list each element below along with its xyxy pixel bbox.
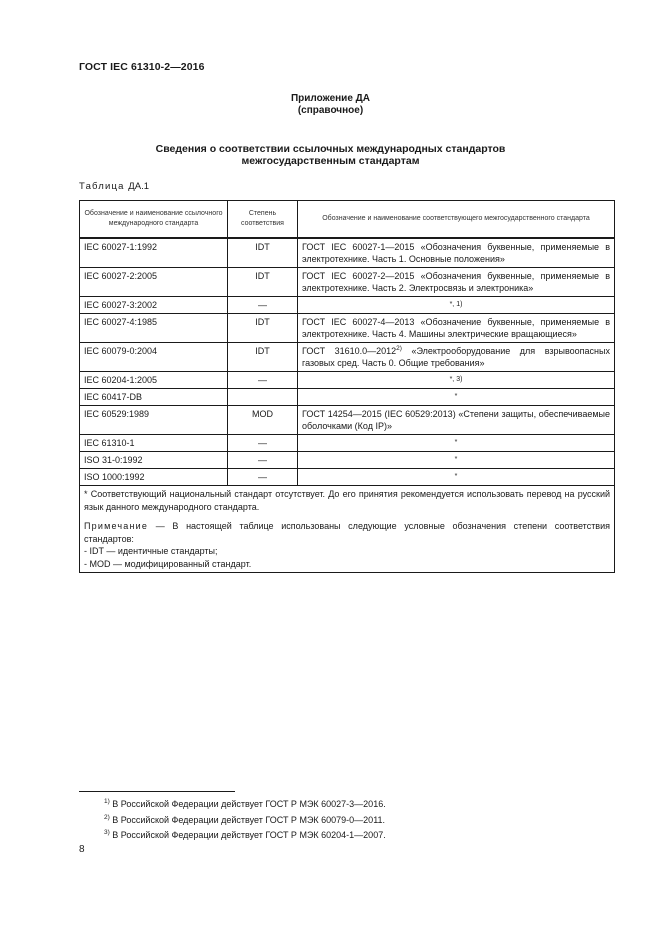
corr-cell: ГОСТ IEC 60027-1—2015 «Обозначения буквенные, применяемые в электротехнике. Часть 1. Основные положения» <box>298 238 615 268</box>
header-ref-standard: Обозначение и наименование ссылочного международного стандарта <box>80 201 228 239</box>
annex-subtitle: (справочное) <box>297 105 364 116</box>
ref-cell: IEC 60027-3:2002 <box>80 297 228 314</box>
corr-cell: * <box>298 452 615 469</box>
corr-cell: * <box>298 435 615 452</box>
ref-cell: IEC 61310-1 <box>80 435 228 452</box>
page-footnotes <box>104 797 386 844</box>
degree-cell: IDT <box>228 314 298 343</box>
degree-cell <box>228 389 298 406</box>
page-number: 8 <box>79 844 85 855</box>
table-row <box>80 389 615 406</box>
annex-title: Приложение ДА <box>290 93 371 104</box>
section-title-line2: межгосударственным стандартам <box>241 155 420 167</box>
degree-cell: — <box>228 452 298 469</box>
ref-cell: IEC 60079-0:2004 <box>80 343 228 372</box>
star-footnote: * Соответствующий национальный стандарт отсутствует. До его принятия рекомендуется использовать перевод на русский язык данного международного стандарта. <box>84 489 610 512</box>
note-mod: - MOD — модифицированный стандарт. <box>84 558 252 569</box>
footnote-text: В Российской Федерации действует ГОСТ Р МЭК 60204-1—2007. <box>109 830 386 840</box>
footnote-mark: 1) <box>104 798 110 805</box>
footnote-mark: 2) <box>104 813 110 821</box>
degree-cell: IDT <box>228 238 298 268</box>
table-row <box>80 452 615 469</box>
corr-standard-title: «Электрооборудование для взрывоопасных газовых сред. Часть 0. Общие требования» <box>302 346 610 368</box>
table-caption-word: Таблица <box>79 181 125 192</box>
corr-cell: * <box>298 389 615 406</box>
degree-cell: IDT <box>228 268 298 297</box>
ref-cell: IEC 60529:1989 <box>80 406 228 435</box>
ref-cell: IEC 60204-1:2005 <box>80 372 228 389</box>
footnote-text: В Российской Федерации действует ГОСТ Р МЭК 60079-0—2011. <box>109 814 386 825</box>
degree-cell: — <box>228 297 298 314</box>
table-row <box>80 297 615 314</box>
corr-cell: * <box>298 469 615 486</box>
degree-cell: — <box>228 469 298 486</box>
ref-cell: IEC 60027-4:1985 <box>80 314 228 343</box>
table-row <box>80 343 615 372</box>
footnote-mark: 3) <box>104 829 110 836</box>
table-header-row <box>80 201 615 239</box>
corr-cell: ГОСТ IEC 60027-2—2015 «Обозначения буквенные, применяемые в электротехнике. Часть 2. Электросвязь и электроника» <box>298 268 615 297</box>
ref-cell: ISO 1000:1992 <box>80 469 228 486</box>
ref-cell: IEC 60027-1:1992 <box>80 238 228 268</box>
ref-cell: IEC 60417-DB <box>80 389 228 406</box>
footnote-item <box>104 828 386 844</box>
table-row <box>80 372 615 389</box>
document-code: ГОСТ IEC 61310-2—2016 <box>79 61 205 73</box>
table-row <box>80 238 615 268</box>
footnote-item <box>104 797 386 813</box>
corr-cell: ГОСТ 14254—2015 (IEC 60529:2013) «Степени защиты, обеспечиваемые оболочками (Код IP)» <box>298 406 615 435</box>
section-title: Сведения о соответствии ссылочных международных стандартов <box>155 143 506 155</box>
note-idt: - IDT — идентичные стандарты; <box>84 546 218 556</box>
table-footnotes <box>80 486 615 573</box>
table-row <box>80 406 615 435</box>
table-caption <box>79 181 149 192</box>
corr-cell <box>298 343 615 372</box>
header-degree: Степень соответствия <box>228 201 298 239</box>
footnote-divider <box>79 791 235 792</box>
corr-cell: ГОСТ IEC 60027-4—2013 «Обозначение буквенные, применяемые в электротехнике. Часть 4. Машины электрические вращающиеся» <box>298 314 615 343</box>
table-row <box>80 435 615 452</box>
corr-standard-code: ГОСТ 31610.0—2012 <box>302 346 397 356</box>
degree-cell: — <box>228 372 298 389</box>
ref-cell: IEC 60027-2:2005 <box>80 268 228 297</box>
corr-cell: *, 1) <box>298 297 615 314</box>
corr-cell: *, 3) <box>298 372 615 389</box>
table-row <box>80 469 615 486</box>
table-note <box>84 520 610 545</box>
ref-cell: ISO 31-0:1992 <box>80 452 228 469</box>
degree-cell: IDT <box>228 343 298 372</box>
header-corresponding-standard: Обозначение и наименование соответствующего межгосударственного стандарта <box>298 201 615 239</box>
standards-table <box>79 200 615 573</box>
note-label: Примечание <box>84 521 149 531</box>
note-text: — В настоящей таблице использованы следующие условные обозначения степени соответствия стандартов: <box>84 521 610 544</box>
table-row <box>80 268 615 297</box>
degree-cell: MOD <box>228 406 298 435</box>
table-row <box>80 314 615 343</box>
footnote-text: В Российской Федерации действует ГОСТ Р МЭК 60027-3—2016. <box>109 799 386 809</box>
table-footer-row <box>80 486 615 573</box>
footnote-ref: 2) <box>396 345 402 352</box>
table-caption-number: ДА.1 <box>128 181 149 192</box>
degree-cell: — <box>228 435 298 452</box>
footnote-item <box>104 813 386 829</box>
